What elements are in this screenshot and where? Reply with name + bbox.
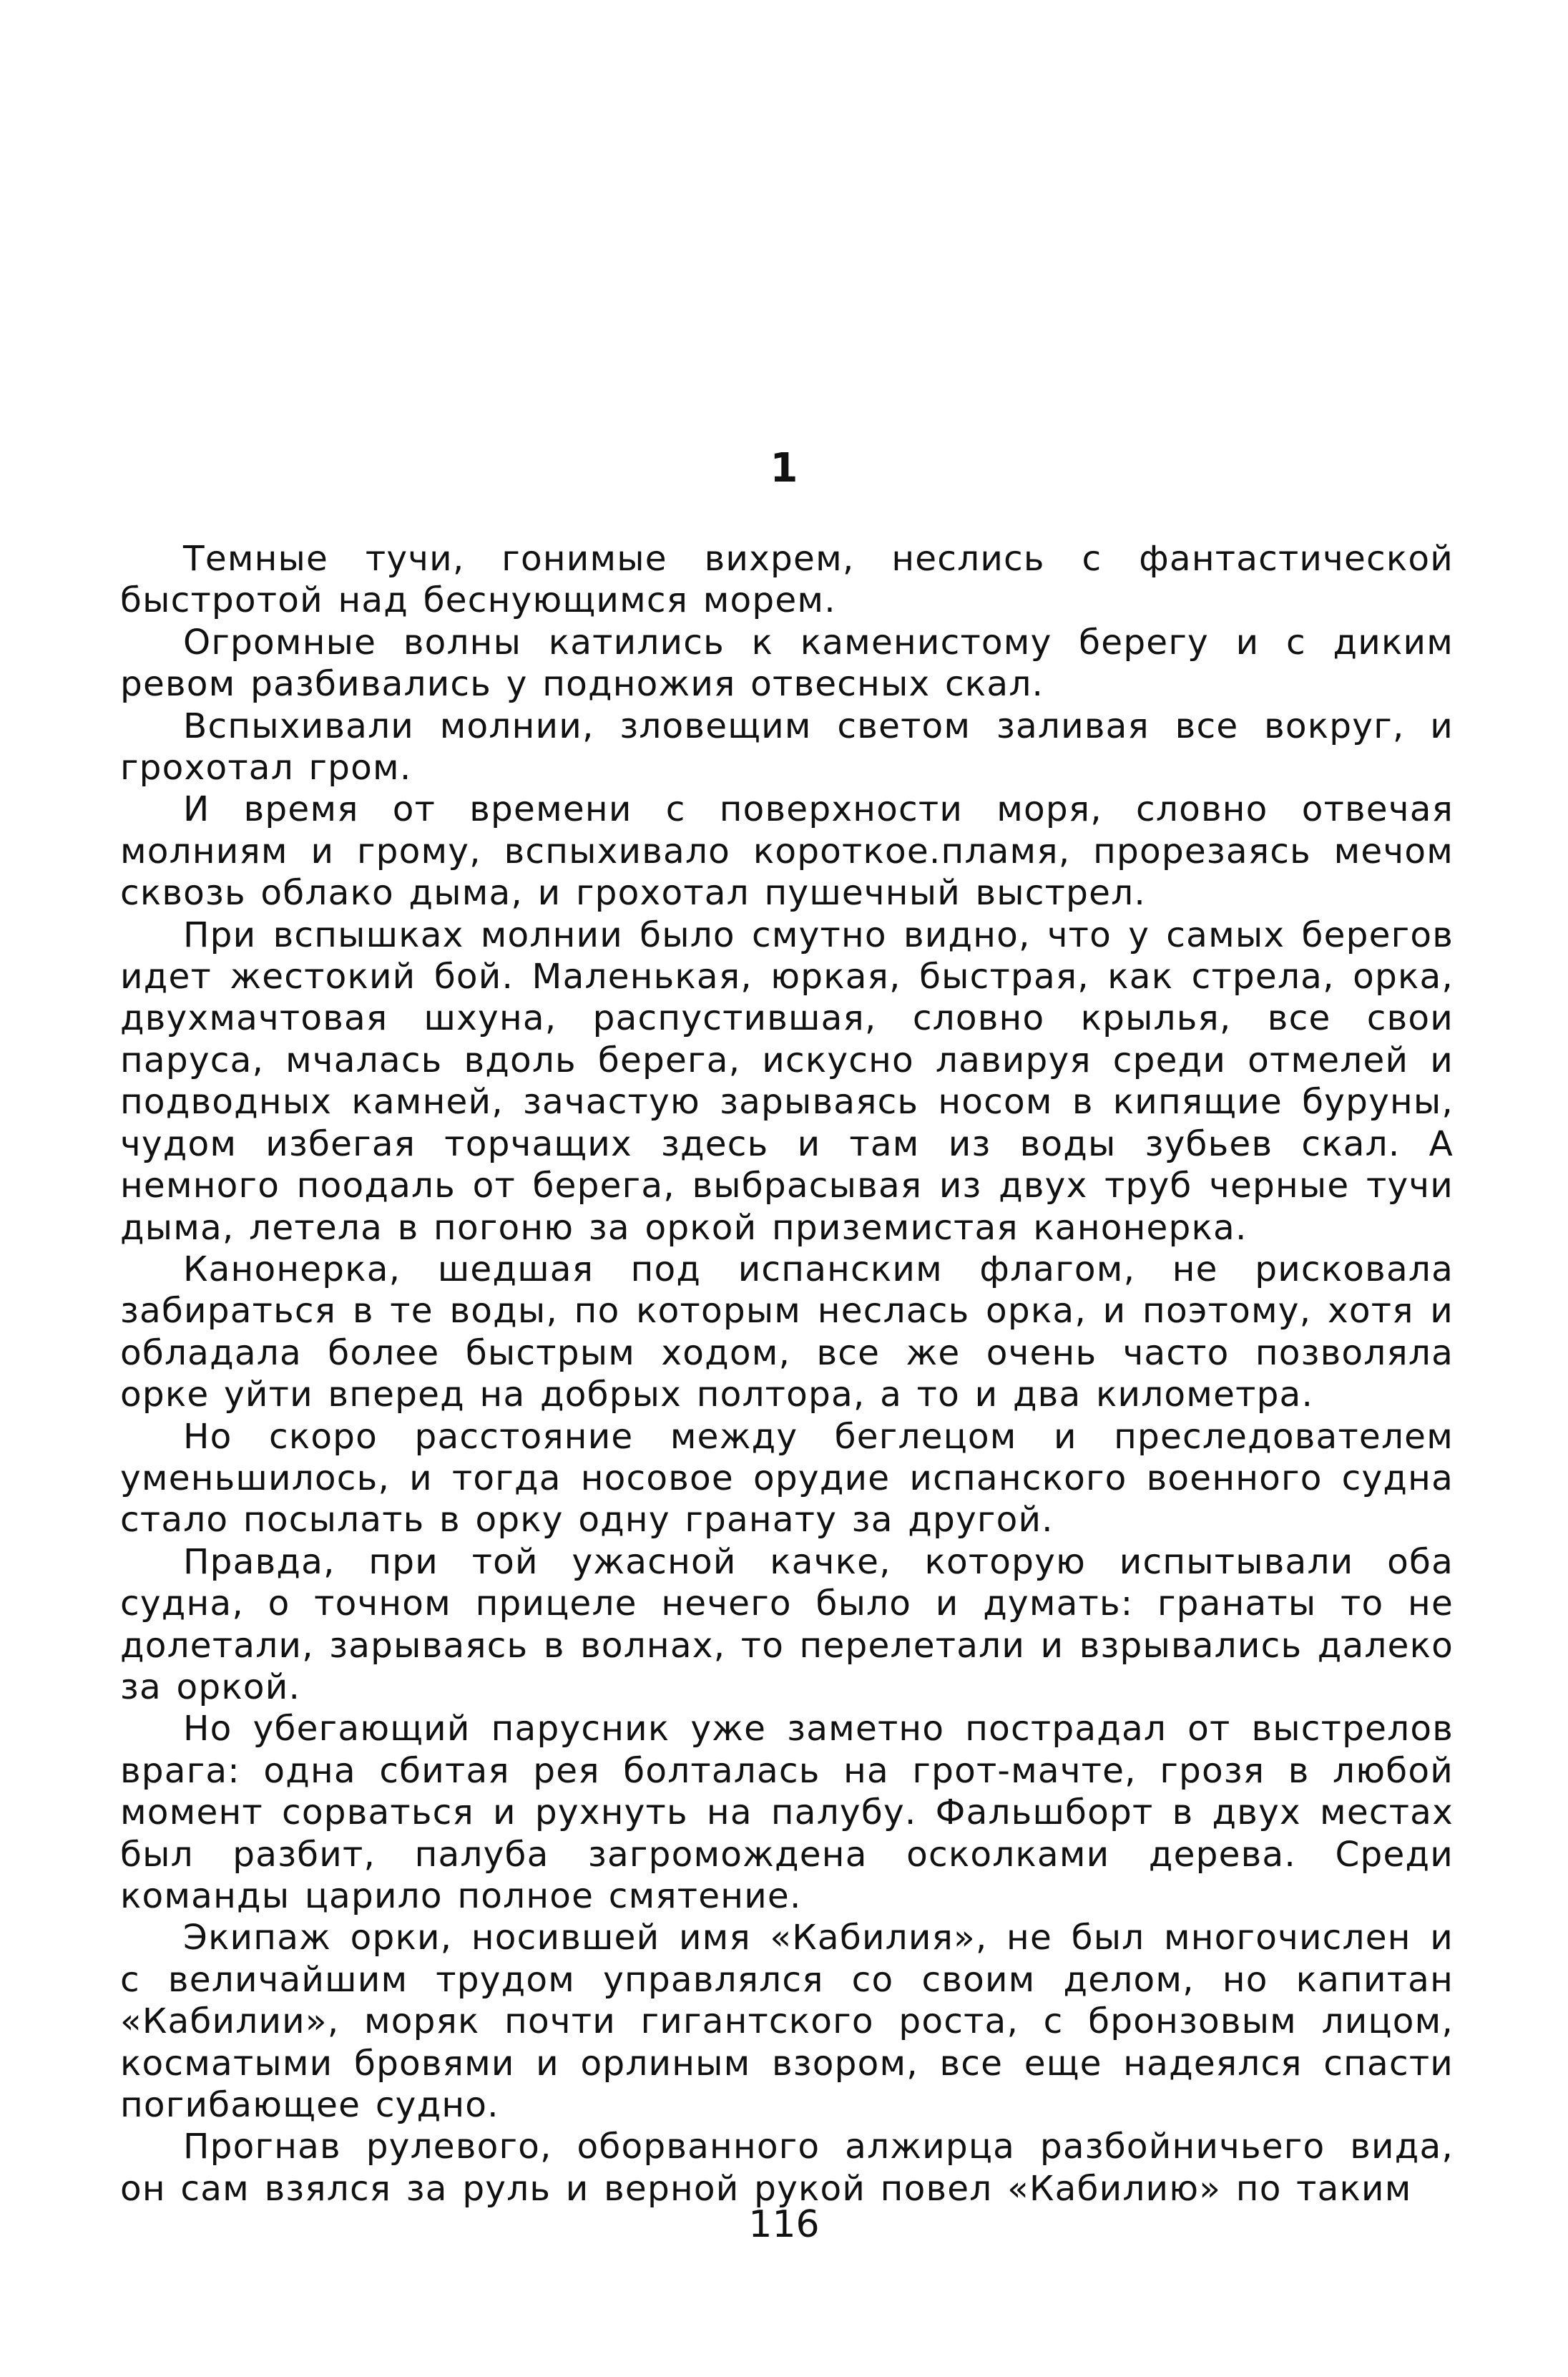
paragraph: И время от времени с поверхности моря, словно отвечая молниям и грому, вспыхивало короткое.пламя, прорезаясь мечом сквозь облако дыма, и грохотал пушечный выстрел. <box>120 789 1454 914</box>
paragraph: Правда, при той ужасной качке, которую испытывали оба судна, о точном прицеле нечего было и думать: гранаты то не долетали, зарываясь в волнах, то перелетали и взрывались далеко за оркой. <box>120 1541 1454 1707</box>
paragraph: Экипаж орки, носившей имя «Кабилия», не был многочислен и с величайшим трудом управлялся со своим делом, но капитан «Кабилии», моряк почти гигантского роста, с бронзовым лицом, косматыми бровями и орлиным взором, все еще надеялся спасти погибающее судно. <box>120 1918 1454 2126</box>
paragraph: Но убегающий парусник уже заметно пострадал от выстрелов врага: одна сбитая рея болталась на грот-мачте, грозя в любой момент сорваться и рухнуть на палубу. Фальшборт в двух местах был разбит, палуба загромождена осколками дерева. Среди команды царило полное смятение. <box>120 1709 1454 1916</box>
paragraph: Темные тучи, гонимые вихрем, неслись с фантастической быстротой над беснующимся морем. <box>120 539 1454 621</box>
paragraph: Вспыхивали молнии, зловещим светом заливая все вокруг, и грохотал гром. <box>120 706 1454 789</box>
chapter-number: 1 <box>770 445 798 492</box>
paragraph: Канонерка, шедшая под испанским флагом, не рисковала забираться в те воды, по которым неслась орка, и поэтому, хотя и обладала более быстрым ходом, все же очень часто позволяла орке уйти вперед на добрых полтора, а то и два километра. <box>120 1249 1454 1415</box>
page-number: 116 <box>748 2203 820 2246</box>
paragraph: Но скоро расстояние между беглецом и преследователем уменьшилось, и тогда носовое орудие испанского военного судна стало посылать в орку одну гранату за другой. <box>120 1416 1454 1541</box>
paragraph: При вспышках молнии было смутно видно, что у самых берегов идет жестокий бой. Маленькая, юркая, быстрая, как стрела, орка, двухмачтовая шхуна, распустившая, словно крылья, все свои паруса, мчалась вдоль берега, искусно лавируя среди отмелей и подводных камней, зачастую зарываясь носом в кипящие буруны, чудом избегая торчащих здесь и там из воды зубьев скал. А немного поодаль от берега, выбрасывая из двух труб черные тучи дыма, летела в погоню за оркой приземистая канонерка. <box>120 914 1454 1248</box>
paragraph: Прогнав рулевого, оборванного алжирца разбойничьего вида, он сам взялся за руль и верной рукой повел «Кабилию» по таким <box>120 2127 1454 2209</box>
paragraph: Огромные волны катились к каменистому берегу и с диким ревом разбивались у подножия отвесных скал. <box>120 622 1454 705</box>
body-text <box>120 538 1454 2210</box>
